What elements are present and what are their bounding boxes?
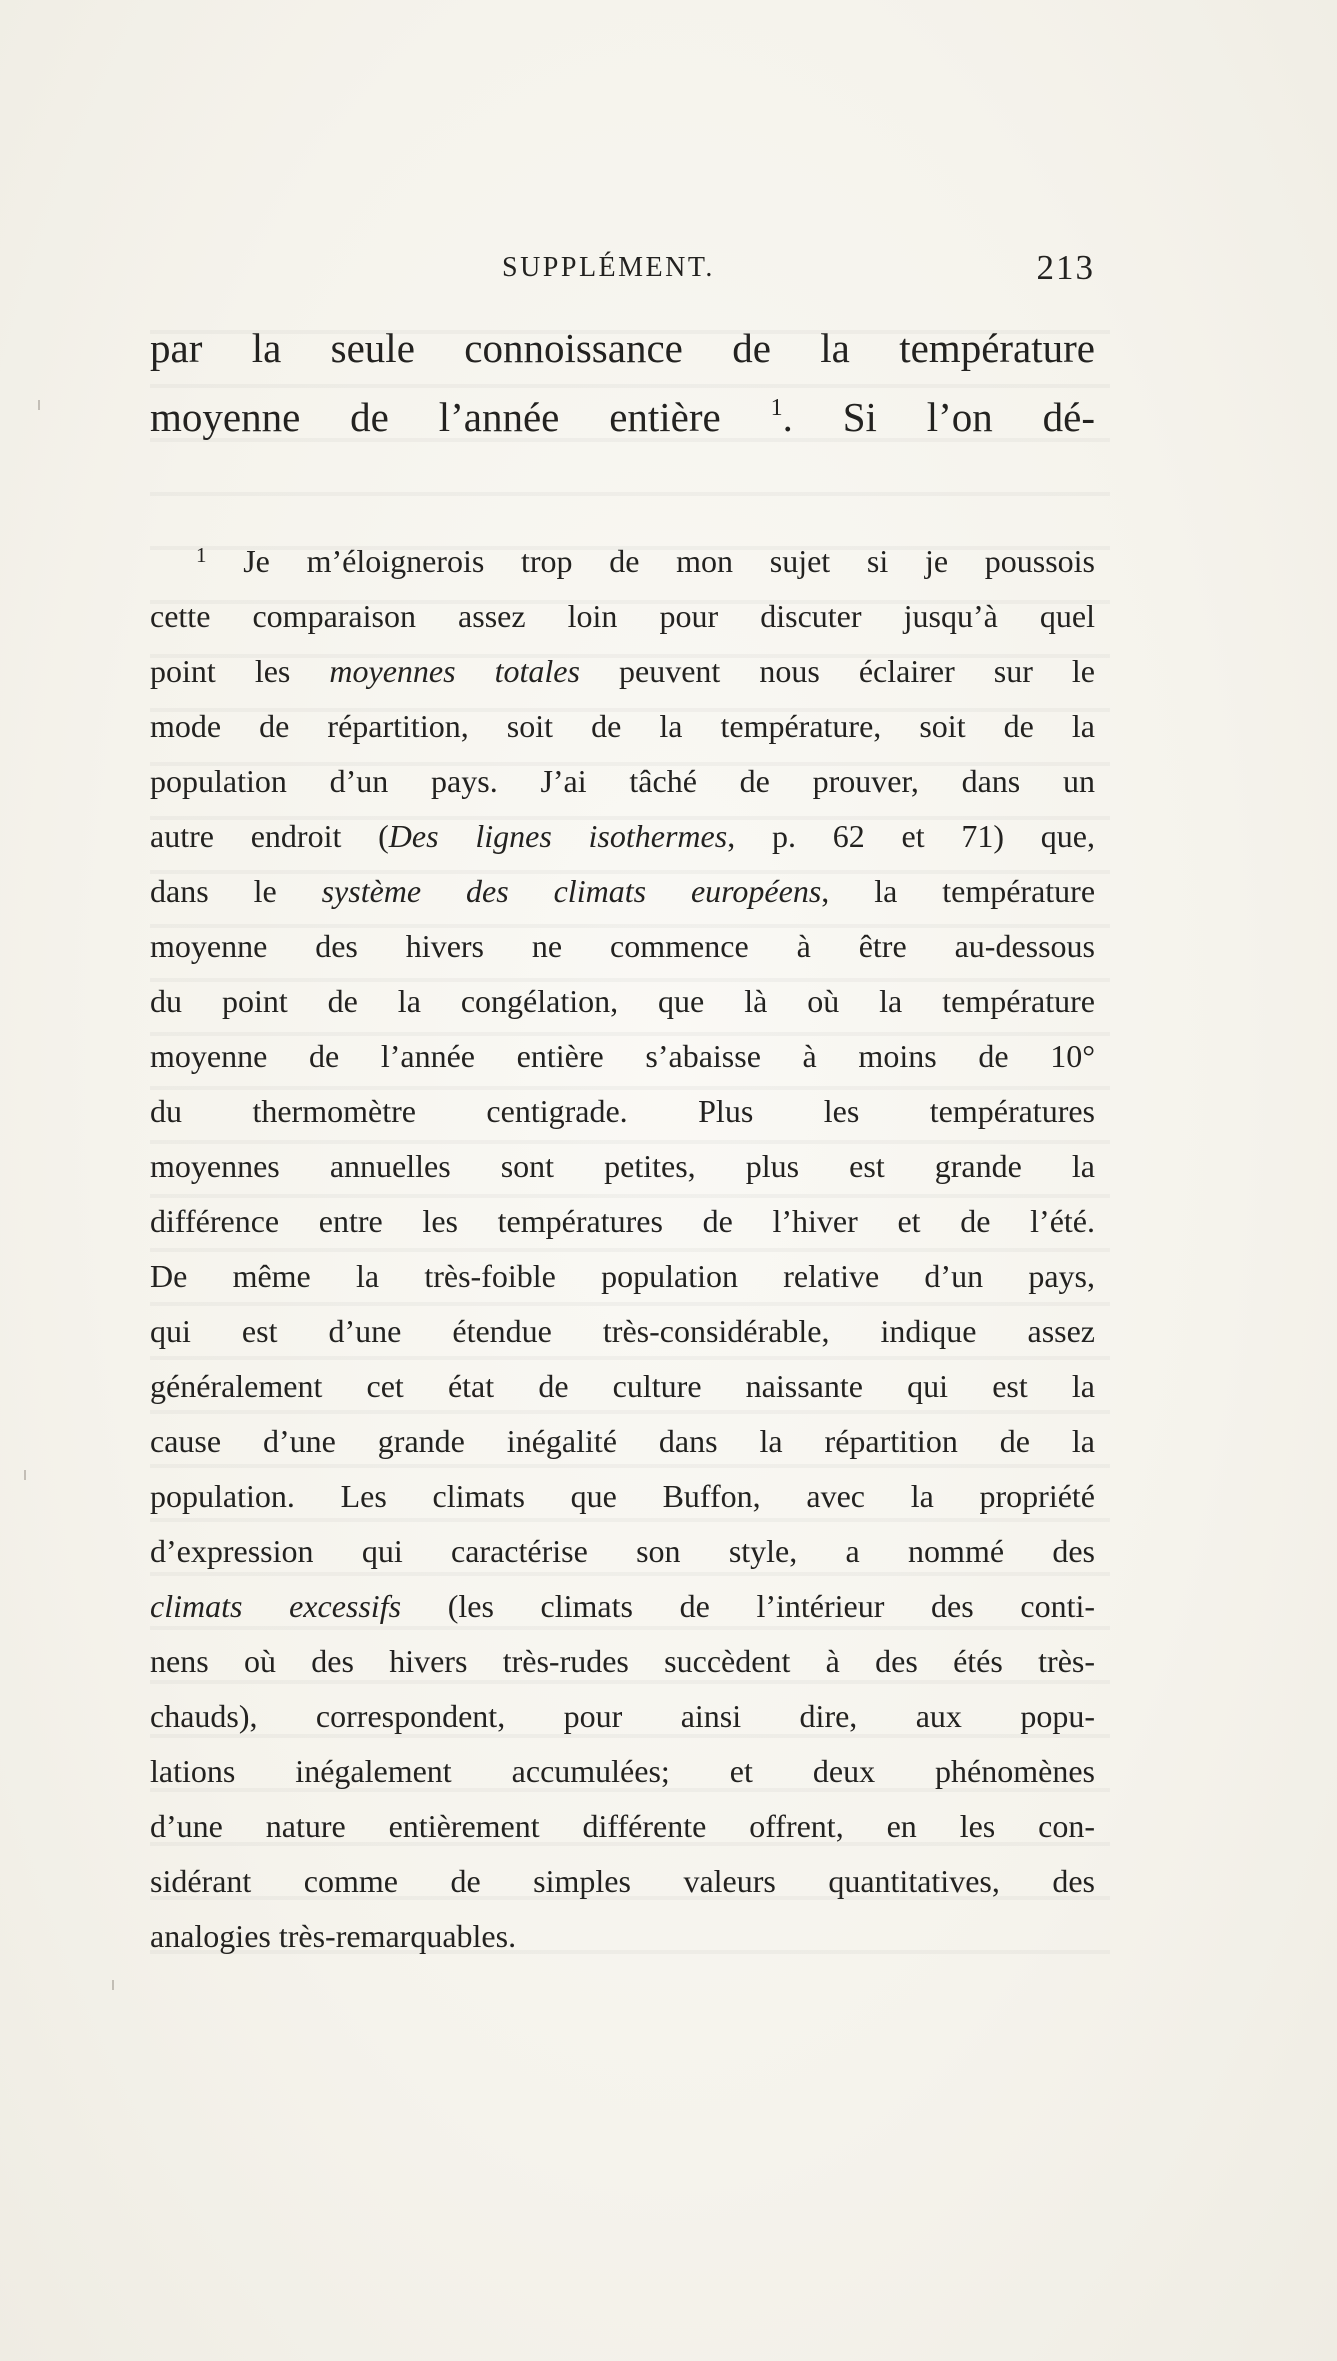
footnote-line: De même la très-foible population relative d’un pays,	[150, 1258, 1095, 1294]
footnote-text: , p. 62 et 71) que,	[727, 818, 1096, 854]
main-text-line	[150, 378, 1095, 447]
footnote-line	[150, 528, 1095, 589]
footnote-marker: 1	[196, 543, 207, 567]
footnote-emphasis: système des climats européens	[321, 873, 822, 909]
footnote-line: moyennes annuelles sont petites, plus est grande la	[150, 1148, 1095, 1184]
footnote-text: peuvent nous éclairer sur le	[579, 653, 1096, 689]
footnote-line: analogies très-remarquables.	[150, 1918, 517, 1954]
footnote-text: (les climats de l’intérieur des conti-	[401, 1588, 1096, 1624]
footnote-line: chauds), correspondent, pour ainsi dire, aux popu-	[150, 1698, 1095, 1734]
footnote-line: généralement cet état de culture naissante qui est la	[150, 1368, 1095, 1404]
footnote-line: population d’un pays. J’ai tâché de prouver, dans un	[150, 763, 1095, 799]
running-title: SUPPLÉMENT.	[502, 252, 715, 283]
main-text-line: par la seule connoissance de la température	[150, 325, 1095, 371]
footnote-line	[150, 864, 1095, 919]
footnote-text: Je m’éloignerois trop de mon sujet si je poussois	[206, 543, 1095, 579]
footnote-line: cause d’une grande inégalité dans la répartition de la	[150, 1423, 1095, 1459]
main-text-fragment: moyenne de l’année entière	[150, 394, 771, 440]
footnote-line: qui est d’une étendue très-considérable, indique assez	[150, 1313, 1095, 1349]
footnote-text: autre endroit (	[150, 818, 389, 854]
footnote-line: différence entre les températures de l’hiver et de l’été.	[150, 1203, 1095, 1239]
footnote-line: population. Les climats que Buffon, avec la propriété	[150, 1478, 1095, 1514]
footnote-line	[150, 809, 1095, 864]
footnote-line: moyenne de l’année entière s’abaisse à moins de 10°	[150, 1038, 1095, 1074]
running-head	[150, 248, 1095, 292]
paper-speck	[24, 1470, 26, 1480]
main-text-fragment: . Si l’on dé-	[782, 394, 1096, 440]
footnote-text: point les	[150, 653, 330, 689]
main-text	[150, 318, 1095, 447]
footnote-line: du thermomètre centigrade. Plus les températures	[150, 1093, 1095, 1129]
footnote-line: mode de répartition, soit de la température, soit de la	[150, 708, 1095, 744]
footnote-line	[150, 1579, 1095, 1634]
page-number: 213	[1036, 248, 1095, 287]
footnote-line: moyenne des hivers ne commence à être au-dessous	[150, 928, 1095, 964]
footnote-line: nens où des hivers très-rudes succèdent à des étés très-	[150, 1643, 1095, 1679]
footnote	[150, 528, 1095, 1964]
footnote-line: d’expression qui caractérise son style, a nommé des	[150, 1533, 1095, 1569]
footnote-emphasis: Des lignes isothermes	[388, 818, 728, 854]
footnote-emphasis: moyennes totales	[329, 653, 580, 689]
footnote-line	[150, 644, 1095, 699]
footnote-emphasis: climats excessifs	[150, 1588, 402, 1624]
paper-speck	[38, 400, 40, 410]
footnote-line: sidérant comme de simples valeurs quantitatives, des	[150, 1863, 1095, 1899]
footnote-text: , la température	[821, 873, 1096, 909]
footnote-line: du point de la congélation, que là où la température	[150, 983, 1095, 1019]
footnote-line: lations inégalement accumulées; et deux phénomènes	[150, 1753, 1095, 1789]
paper-speck	[112, 1980, 114, 1990]
footnote-reference: 1	[770, 395, 783, 421]
footnote-line: cette comparaison assez loin pour discuter jusqu’à quel	[150, 598, 1095, 634]
footnote-text: dans le	[150, 873, 322, 909]
footnote-line: d’une nature entièrement différente offrent, en les con-	[150, 1808, 1095, 1844]
